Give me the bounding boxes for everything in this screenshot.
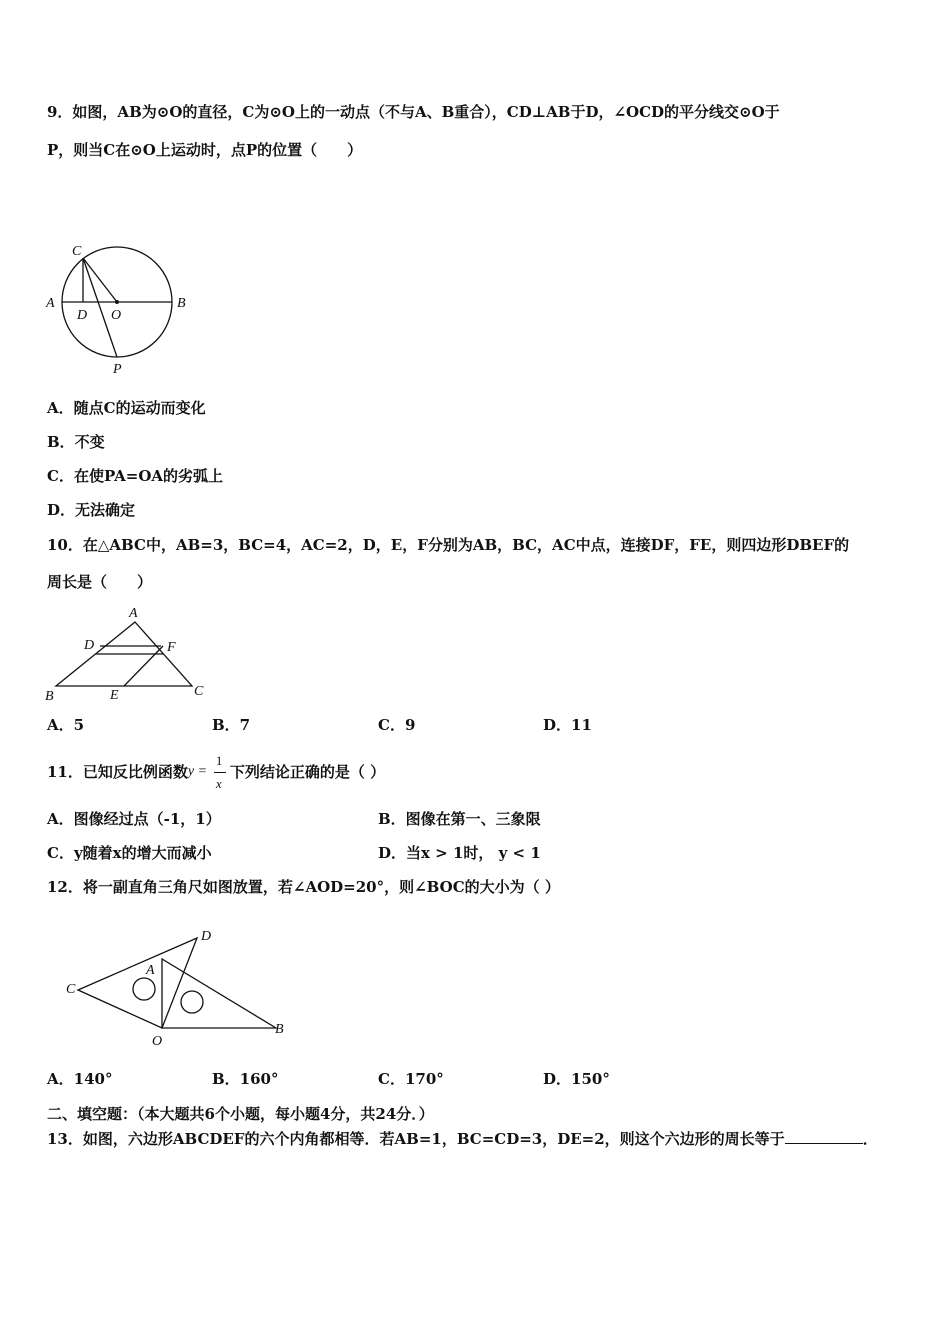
q12-option-d: D．150° <box>543 1070 610 1088</box>
label-e: E <box>110 688 119 703</box>
q9-stem-line1: 9．如图，AB为⊙O的直径，C为⊙O上的一动点（不与A、B重合），CD⊥AB于D，∠OCD的平分线交⊙O于 <box>47 103 780 121</box>
q12-option-a: A．140° <box>47 1070 113 1088</box>
q11-option-b: B．图像在第一、三象限 <box>378 810 541 828</box>
q10-option-d: D．11 <box>543 716 592 734</box>
label-c: C <box>66 982 76 997</box>
q12-stem: 12．将一副直角三角尺如图放置，若∠AOD=20°，则∠BOC的大小为（ ） <box>47 878 560 896</box>
q9-option-a: A．随点C的运动而变化 <box>47 399 206 417</box>
q12-option-c: C．170° <box>378 1070 444 1088</box>
triangle-hole-right <box>181 991 203 1013</box>
label-b: B <box>45 689 54 704</box>
q9-circle-figure <box>40 238 200 383</box>
label-o: O <box>152 1034 163 1049</box>
label-p: P <box>113 362 122 377</box>
formula-y: y = <box>187 764 208 779</box>
label-o: O <box>111 308 122 323</box>
label-c: C <box>194 684 204 699</box>
triangle-hole-left <box>133 978 155 1000</box>
q12-set-squares-figure <box>58 923 298 1053</box>
label-d: D <box>77 308 88 323</box>
q9-option-c: C．在使PA=OA的劣弧上 <box>47 467 224 485</box>
q10-option-c: C．9 <box>378 716 416 734</box>
q10-option-b: B．7 <box>212 716 251 734</box>
q13-stem <box>47 1129 878 1149</box>
q12-option-b: B．160° <box>212 1070 279 1088</box>
label-f: F <box>167 640 176 655</box>
q10-stem-line2: 周长是（ ） <box>47 573 153 591</box>
center-dot <box>115 300 119 304</box>
q11-option-a: A．图像经过点（-1，1） <box>47 810 221 828</box>
q11-option-c: C．y随着x的增大而减小 <box>47 844 212 862</box>
label-a: A <box>129 606 138 621</box>
q9-stem-line2: P，则当C在⊙O上运动时，点P的位置（ ） <box>47 141 363 159</box>
label-a: A <box>146 963 155 978</box>
q13-end: ． <box>862 1130 878 1148</box>
q9-option-d: D．无法确定 <box>47 501 136 519</box>
formula-numerator: 1 <box>215 753 223 768</box>
segment-co <box>83 258 117 302</box>
q10-stem-line1: 10．在△ABC中，AB=3，BC=4，AC=2，D，E，F分别为AB，BC，AC中点，连接DF，FE，则四边形DBEF的 <box>47 536 850 554</box>
q13-answer-blank[interactable] <box>785 1129 863 1144</box>
q13-text: 13．如图，六边形ABCDEF的六个内角都相等．若AB=1，BC=CD=3，DE=2，则这个六边形的周长等于 <box>47 1130 785 1148</box>
section2-heading: 二、填空题：（本大题共6个小题，每小题4分，共24分．） <box>47 1105 434 1123</box>
label-d: D <box>201 929 212 944</box>
q11-stem <box>47 753 386 791</box>
triangle-aob <box>162 959 276 1028</box>
fraction-bar <box>214 772 226 773</box>
label-b: B <box>275 1022 284 1037</box>
formula-denominator: x <box>215 776 222 791</box>
q11-prefix: 11．已知反比例函数 <box>47 763 188 781</box>
label-a: A <box>46 296 55 311</box>
q11-option-d: D．当x > 1时， y < 1 <box>378 844 541 862</box>
triangle-cdo <box>78 938 197 1028</box>
q10-option-a: A．5 <box>47 716 85 734</box>
q11-suffix: 下列结论正确的是（ ） <box>229 763 386 781</box>
label-d: D <box>84 638 95 653</box>
label-c: C <box>72 244 82 259</box>
segment-fe <box>124 646 163 686</box>
q11-formula <box>187 753 230 791</box>
q9-option-b: B．不变 <box>47 433 105 451</box>
label-b: B <box>177 296 186 311</box>
q10-triangle-figure <box>40 600 215 705</box>
